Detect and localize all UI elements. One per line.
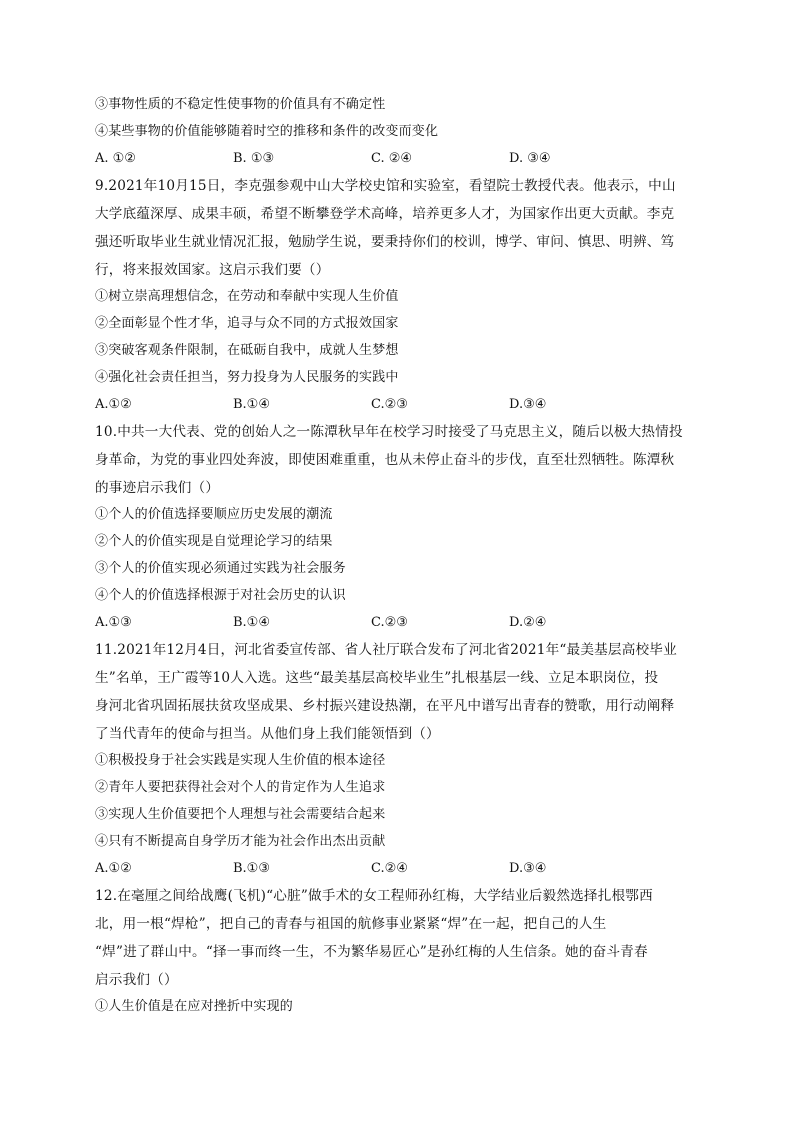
option-a: A.①③ [95,615,132,630]
question-10-line: 的事迹启示我们（） [95,480,220,496]
option-a: A.①② [95,861,132,876]
option-d: D.③④ [509,861,547,876]
question-12-line: “焊”进了群山中。“择一事而终一生，不为繁华易匠心”是孙红梅的人生信条。她的奋斗青春 [95,944,648,960]
option-a: A. ①② [95,151,136,166]
answer-options [95,396,710,414]
option-b: B.①④ [233,397,270,412]
question-12-line: 12.在毫厘之间给战鹰(飞机)“心脏”做手术的女工程师孙红梅，大学结业后毅然选择扎根鄂西 [95,888,653,904]
choice-item: ①积极投身于社会实践是实现人生价值的根本途径 [95,753,386,768]
choice-item: ②青年人要把获得社会对个人的肯定作为人生追求 [95,780,386,795]
question-11-line: 身河北省巩固拓展扶贫攻坚成果、乡村振兴建设热潮，在平凡中谱写出青春的赞歌，用行动阐释 [95,698,675,714]
choice-item: ④个人的价值选择根源于对社会历史的认识 [95,588,346,603]
question-10-line: 身革命，为党的事业四处奔波，即使困难重重，也从未停止奋斗的步伐，直至壮烈牺牲。陈潭秋 [95,452,675,468]
option-d: D. ③④ [509,151,551,166]
option-c: C.②③ [371,615,408,630]
choice-item: ③突破客观条件限制，在砥砺自我中，成就人生梦想 [95,343,399,358]
choice-item: ④只有不断提高自身学历才能为社会作出杰出贡献 [95,834,386,849]
option-d: D.③④ [509,397,547,412]
choice-item: ①树立崇高理想信念，在劳动和奉献中实现人生价值 [95,289,399,304]
choice-item: ④某些事物的价值能够随着时空的推移和条件的改变而变化 [95,124,439,139]
option-c: C.②④ [371,861,408,876]
question-9-line: 大学底蕴深厚、成果丰硕，希望不断攀登学术高峰，培养更多人才，为国家作出更大贡献。李克 [95,206,675,222]
question-12-line: 启示我们（） [95,972,178,988]
answer-options [95,860,710,878]
question-9-line: 9.2021年10月15日，李克强参观中山大学校史馆和实验室，看望院士教授代表。他表示，中山 [95,178,676,194]
question-11-line: 了当代青年的使命与担当。从他们身上我们能领悟到（） [95,726,440,742]
choice-item: ③实现人生价值要把个人理想与社会需要结合起来 [95,807,386,822]
option-b: B. ①③ [233,151,275,166]
question-9-line: 强还听取毕业生就业情况汇报，勉励学生说，要秉持你们的校训，博学、审问、慎思、明辨、笃 [95,234,675,250]
answer-options [95,614,710,632]
choice-item: ②全面彰显个性才华，追寻与众不同的方式报效国家 [95,316,399,331]
option-b: B.①③ [233,861,270,876]
answer-options [95,150,710,168]
option-a: A.①② [95,397,132,412]
choice-item: ③事物性质的不稳定性使事物的价值具有不确定性 [95,97,386,112]
choice-item: ④强化社会责任担当，努力投身为人民服务的实践中 [95,370,399,385]
question-11-line: 11.2021年12月4日，河北省委宣传部、省人社厅联合发布了河北省2021年“最美基层高校毕业 [95,642,677,658]
question-9-line: 行，将来报效国家。这启示我们要（） [95,262,330,278]
choice-item: ①人生价值是在应对挫折中实现的 [95,999,294,1014]
choice-item: ③个人的价值实现必须通过实践为社会服务 [95,561,346,576]
question-12-line: 北，用一根“焊枪”，把自己的青春与祖国的航修事业紧紧“焊”在一起，把自己的人生 [95,916,607,932]
option-c: C. ②④ [371,151,413,166]
option-b: B.①④ [233,615,270,630]
choice-item: ①个人的价值选择要顺应历史发展的潮流 [95,507,333,522]
choice-item: ②个人的价值实现是自觉理论学习的结果 [95,534,333,549]
question-11-line: 生”名单，王广霞等10人入选。这些“最美基层高校毕业生”扎根基层一线、立足本职岗位，投 [95,670,659,686]
option-d: D.②④ [509,615,547,630]
option-c: C.②③ [371,397,408,412]
question-10-line: 10.中共一大代表、党的创始人之一陈潭秋早年在校学习时接受了马克思主义，随后以极大热情投 [95,424,683,440]
